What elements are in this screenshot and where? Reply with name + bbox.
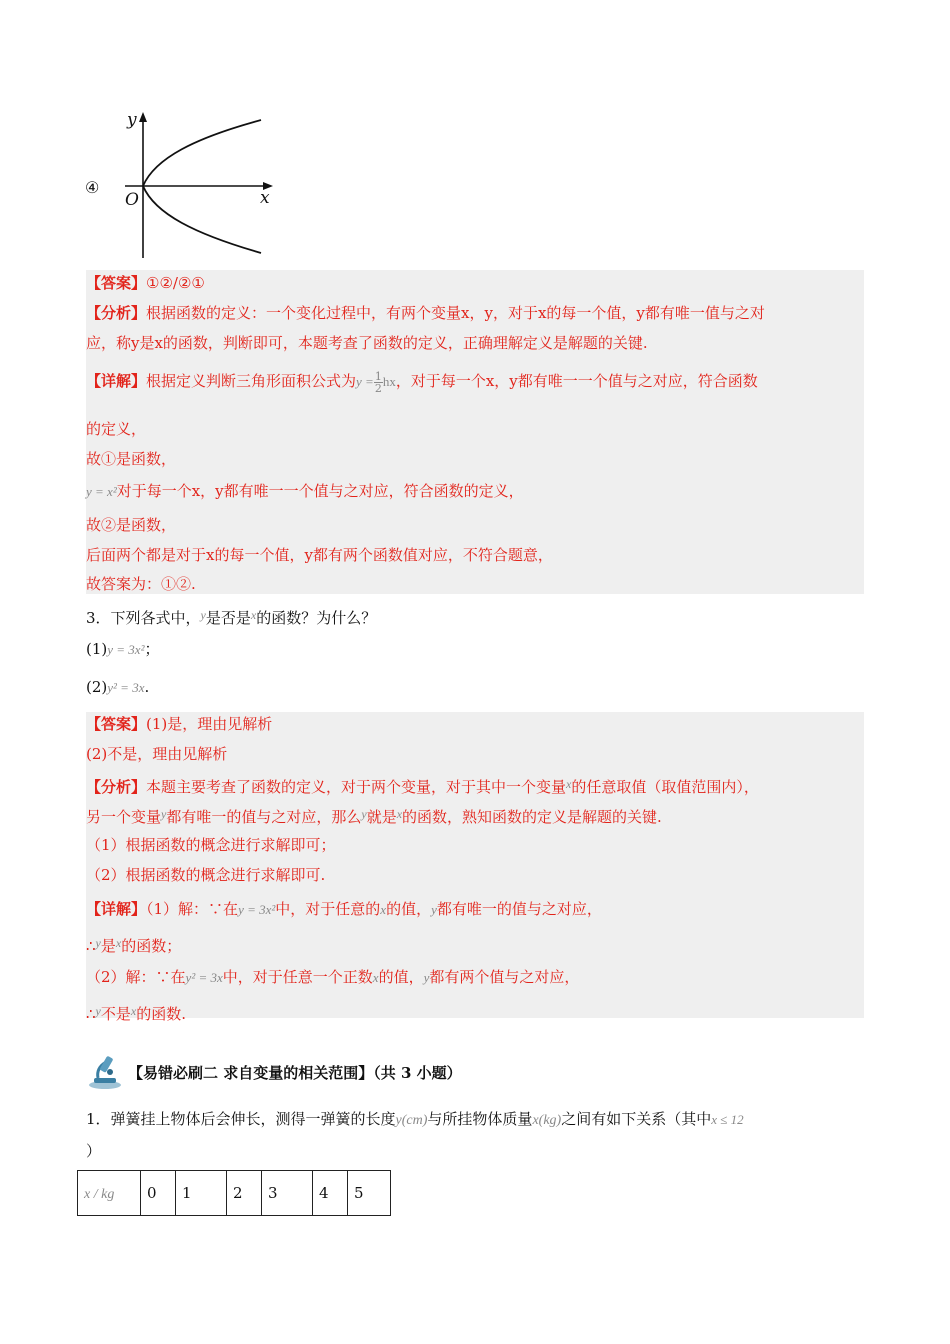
answer-box-2: [86, 712, 864, 1023]
answer-line-2: (2)不是，理由见解析: [86, 745, 228, 763]
detail-line-4: ∴$^y$不是$^x$的函数.: [86, 1004, 186, 1023]
microscope-icon: [86, 1054, 124, 1090]
detail-line-5: 故②是函数，: [86, 516, 177, 534]
detail-line-1: 【详解】（1）解：∵在y = 3x²中，对于任意的x的值，y都有唯一的值与之对应，: [86, 900, 602, 918]
parabola-graph-svg: [85, 108, 285, 260]
detail-line-7: 故答案为：①②.: [86, 575, 196, 593]
table-cell: 0: [141, 1171, 176, 1216]
question-1-close-paren: ）: [86, 1142, 102, 1160]
question-3-item-1: (1)y = 3x²；: [86, 640, 160, 658]
mass-table: [77, 1170, 391, 1216]
detail-line-1: 【详解】根据定义判断三角形面积公式为y = $\frac{1}{2}$ hx，对于每一个x，y都有唯一一个值与之对应，符合函数: [86, 369, 758, 395]
analysis-tag: 【分析】: [86, 304, 147, 322]
analysis-step-2: （2）根据函数的概念进行求解即可.: [86, 866, 326, 884]
origin-label: O: [125, 190, 139, 210]
table-cell: 5: [348, 1171, 391, 1216]
section-title: 【易错必刷二 求自变量的相关范围】（共 3 小题）: [128, 1063, 462, 1082]
table-cell: 4: [313, 1171, 348, 1216]
answer-box-1: [86, 270, 864, 594]
section-header: [86, 1054, 462, 1090]
detail-line-2: ∴$^y$是$^x$的函数；: [86, 936, 182, 955]
function-graph: [85, 108, 285, 260]
analysis-step-1: （1）根据函数的概念进行求解即可；: [86, 836, 336, 854]
y-axis-label: y: [127, 110, 137, 130]
question-1-stem: 1．弹簧挂上物体后会伸长，测得一弹簧的长度y(cm)与所挂物体质量x(kg)之间有如下关系（其中x ≤ 12: [86, 1110, 744, 1128]
table-cell: 1: [176, 1171, 227, 1216]
fraction-one-half: $\frac{1}{2}$: [374, 369, 382, 395]
detail-line-4: y = x²对于每一个x，y都有唯一一个值与之对应，符合函数的定义，: [86, 482, 524, 500]
question-3-stem: 3．下列各式中，$^y$是否是$^x$的函数？为什么？: [86, 608, 377, 627]
analysis-line-2: 另一个变量$^y$都有唯一的值与之对应，那么$^y$就是$^x$的函数，熟知函数的定义是解题的关键.: [86, 807, 662, 826]
x-axis-label: x: [260, 188, 270, 208]
answer-line: [86, 272, 205, 294]
table-row: [78, 1171, 391, 1216]
answer-line-1: 【答案】(1)是，理由见解析: [86, 715, 273, 733]
answer-tag: 【答案】: [86, 274, 147, 292]
detail-line-3: 故①是函数，: [86, 450, 177, 468]
analysis-line-2: 应，称y是x的函数，判断即可，本题考查了函数的定义，正确理解定义是解题的关键.: [86, 334, 648, 352]
answer-text: ①②/②①: [146, 274, 205, 292]
detail-line-2: 的定义，: [86, 420, 147, 438]
question-3-item-2: (2)y² = 3x.: [86, 678, 150, 696]
detail-line-6: 后面两个都是对于x的每一个值，y都有两个函数值对应，不符合题意，: [86, 546, 553, 564]
detail-tag: 【详解】: [86, 372, 147, 390]
detail-line-3: （2）解：∵在y² = 3x中，对于任意一个正数x的值，y都有两个值与之对应，: [86, 968, 580, 986]
analysis-line-1: 【分析】根据函数的定义：一个变化过程中，有两个变量x，y，对于x的每一个值，y都有唯一值与之对: [86, 304, 765, 322]
table-cell: 2: [227, 1171, 262, 1216]
table-header-cell: x / kg: [78, 1171, 141, 1216]
analysis-line-1: 【分析】本题主要考查了函数的定义，对于两个变量，对于其中一个变量$^x$的任意取值（取值范围内），: [86, 777, 759, 796]
item-label-4: ④: [85, 178, 100, 197]
table-cell: 3: [262, 1171, 313, 1216]
